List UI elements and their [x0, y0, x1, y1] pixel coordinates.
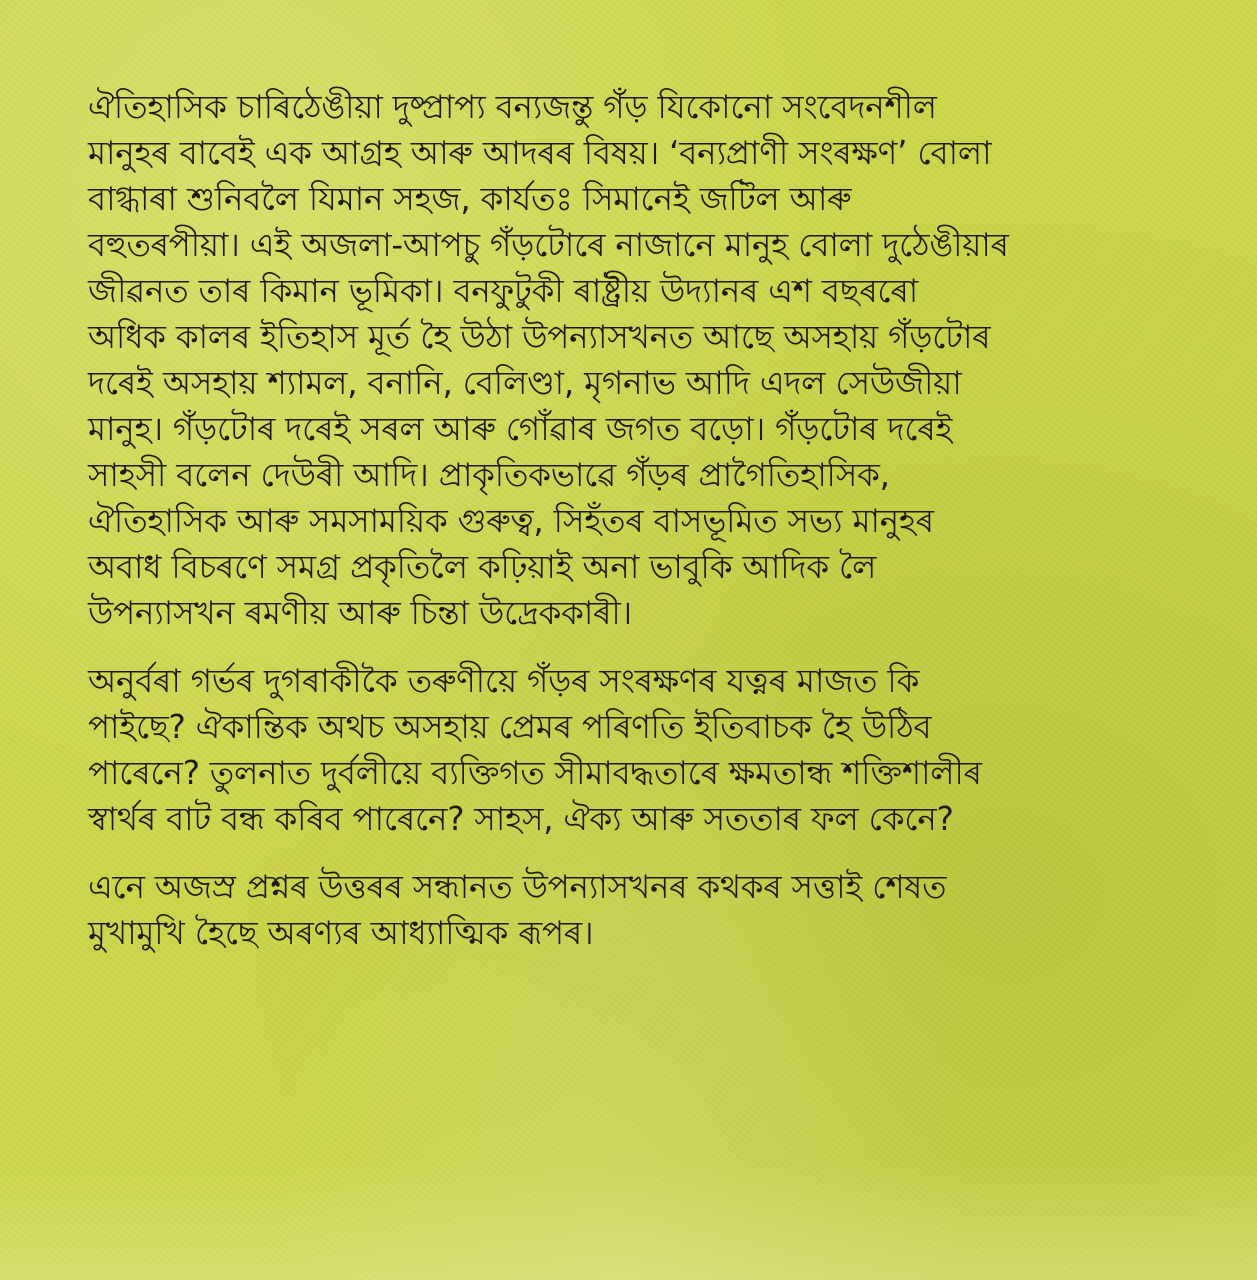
text-line: পাইছে? ঐকান্তিক অথচ অসহায় প্ৰেমৰ পৰিণতি ইতিবাচক হৈ উঠিব — [88, 708, 932, 746]
text-line: মানুহৰ বাবেই এক আগ্ৰহ আৰু আদৰৰ বিষয়। ‘বন্যপ্ৰাণী সংৰক্ষণ’ বোলা — [88, 134, 992, 172]
text-line: অনুৰ্বৰা গৰ্ভৰ দুগৰাকীকৈ তৰুণীয়ে গঁড়ৰ সংৰক্ষণৰ যত্নৰ মাজত কি — [88, 662, 920, 700]
text-line: উপন্যাসখন ৰমণীয় আৰু চিন্তা উদ্ৰেককাৰী। — [88, 594, 632, 632]
blurb-paragraph-3 — [88, 864, 1218, 956]
text-line: ঐতিহাসিক চাৰিঠেঙীয়া দুষ্প্ৰাপ্য বন্যজন্তু গঁড় যিকোনো সংবেদনশীল — [88, 88, 937, 126]
blurb-paragraph-1 — [88, 84, 1218, 636]
text-line: এনে অজস্ৰ প্ৰশ্নৰ উত্তৰৰ সন্ধানত উপন্যাসখনৰ কথকৰ সত্তাই শেষত — [88, 868, 947, 906]
text-line: বহুতৰপীয়া। এই অজলা-আপচু গঁড়টোৰে নাজানে মানুহ বোলা দুঠেঙীয়াৰ — [88, 226, 1009, 264]
blurb-paragraph-2 — [88, 658, 1218, 842]
text-line: মানুহ। গঁড়টোৰ দৰেই সৰল আৰু গোঁৱাৰ জগত বড়ো। গঁড়টোৰ দৰেই — [88, 410, 953, 448]
text-line: স্বাৰ্থৰ বাট বন্ধ কৰিব পাৰেনে? সাহস, ঐক্য আৰু সততাৰ ফল কেনে? — [88, 800, 954, 838]
text-line: সাহসী বলেন দেউৰী আদি। প্ৰাকৃতিকভাৱে গঁড়ৰ প্ৰাগৈতিহাসিক, — [88, 456, 890, 494]
blurb-text — [88, 84, 1218, 956]
text-line: বাগ্ধাৰা শুনিবলৈ যিমান সহজ, কাৰ্যতঃ সিমানেই জটিল আৰু — [88, 180, 852, 218]
text-line: দৰেই অসহায় শ্যামল, বনানি, বেলিণ্ডা, মৃগনাভ আদি এদল সেউজীয়া — [88, 364, 962, 402]
paper-sheen — [0, 1160, 1257, 1280]
text-line: ঐতিহাসিক আৰু সমসাময়িক গুৰুত্ব, সিহঁতৰ বাসভূমিত সভ্য মানুহৰ — [88, 502, 934, 540]
text-line: অধিক কালৰ ইতিহাস মূৰ্ত হৈ উঠা উপন্যাসখনত আছে অসহায় গঁড়টোৰ — [88, 318, 991, 356]
text-line: জীৱনত তাৰ কিমান ভূমিকা। বনফুটুকী ৰাষ্ট্ৰীয় উদ্যানৰ এশ বছৰৰো — [88, 272, 918, 310]
text-line: মুখামুখি হৈছে অৰণ্যৰ আধ্যাত্মিক ৰূপৰ। — [88, 914, 594, 952]
text-line: অবাধ বিচৰণে সমগ্ৰ প্ৰকৃতিলৈ কঢ়িয়াই অনা ভাবুকি আদিক লৈ — [88, 548, 877, 586]
text-line: পাৰেনে? তুলনাত দুৰ্বলীয়ে ব্যক্তিগত সীমাবদ্ধতাৰে ক্ষমতান্ধ শক্তিশালীৰ — [88, 754, 982, 792]
